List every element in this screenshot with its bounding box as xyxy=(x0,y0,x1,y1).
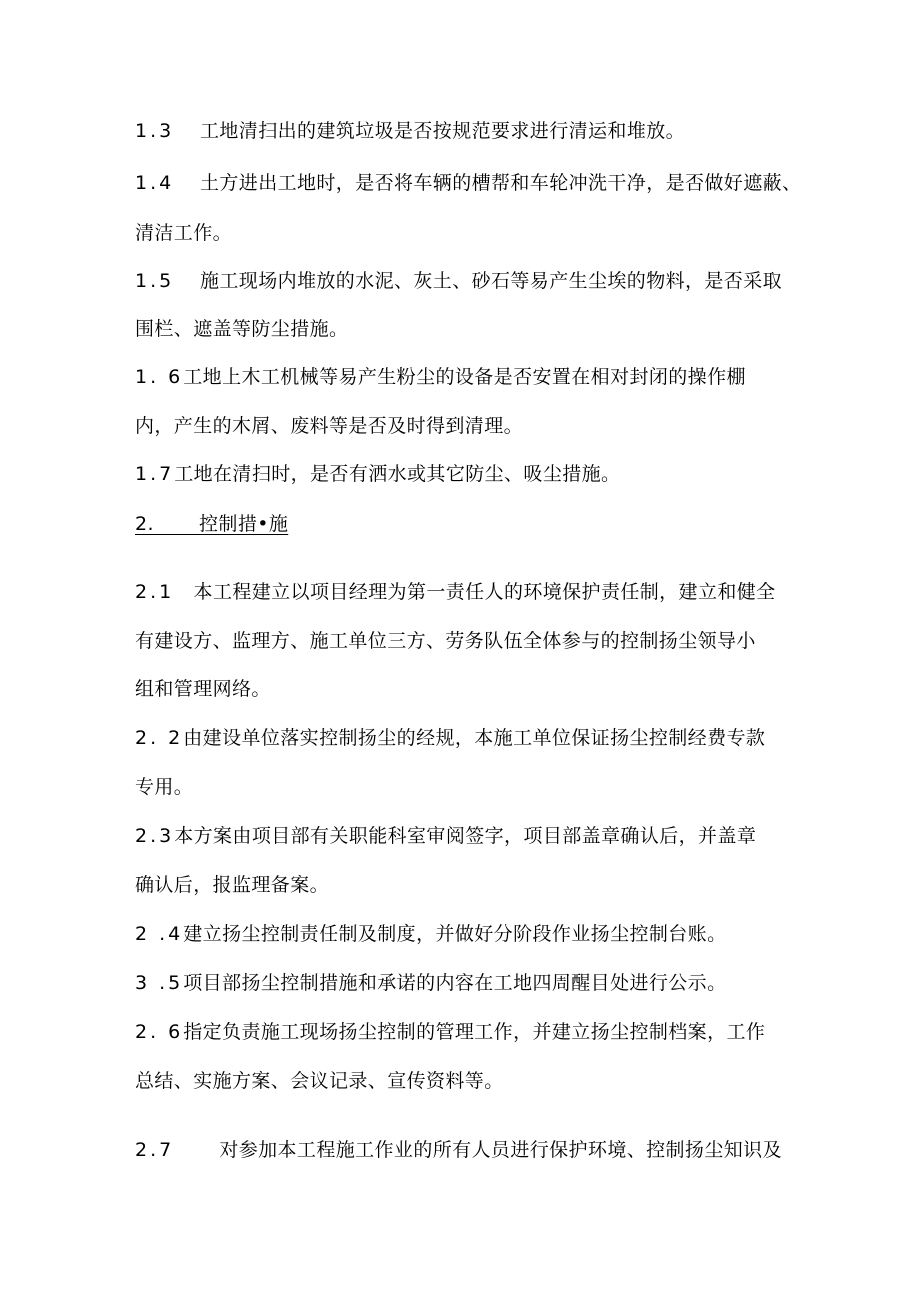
paragraph-text: 总结、实施方案、会议记录、宣传资料等。 xyxy=(135,1070,504,1092)
paragraph-1-6-cont xyxy=(135,410,795,442)
paragraph-1-4 xyxy=(135,167,802,199)
item-number: 2.3 xyxy=(135,825,175,847)
section-title: 控制措•施 xyxy=(199,513,289,535)
paragraph-text: 清洁工作。 xyxy=(135,222,233,244)
paragraph-2-4 xyxy=(135,918,795,950)
paragraph-2-3-cont xyxy=(135,869,795,901)
item-number: 2.7 xyxy=(135,1139,175,1161)
paragraph-2-1 xyxy=(135,576,795,608)
paragraph-text: 围栏、遮盖等防尘措施。 xyxy=(135,318,349,340)
paragraph-text: 土方进出工地时，是否将车辆的槽帮和车轮冲洗干净，是否做好遮蔽、 xyxy=(200,172,802,194)
paragraph-text: 项目部扬尘控制措施和承诺的内容在工地四周醒目处进行公示。 xyxy=(183,972,727,994)
paragraph-text: 建立扬尘控制责任制及制度，并做好分阶段作业扬尘控制台账。 xyxy=(183,923,727,945)
paragraph-text: 由建设单位落实控制扬尘的经规，本施工单位保证扬尘控制经费专款 xyxy=(183,727,766,749)
paragraph-text: 有建设方、监理方、施工单位三方、劳务队伍全体参与的控制扬尘领导小 xyxy=(135,630,756,652)
paragraph-2-1-cont2 xyxy=(135,673,795,705)
item-number: 1.3 xyxy=(135,120,175,142)
paragraph-text: 工地在清扫时，是否有洒水或其它防尘、吸尘措施。 xyxy=(174,463,621,485)
item-number: 1. 6 xyxy=(135,366,184,388)
paragraph-text: 施工现场内堆放的水泥、灰土、砂石等易产生尘埃的物料，是否采取 xyxy=(200,270,783,292)
paragraph-2-2-cont xyxy=(135,771,795,803)
item-number: 2.1 xyxy=(135,581,175,603)
paragraph-text: 本方案由项目部有关职能科室审阅签字，项目部盖章确认后，并盖章 xyxy=(174,825,757,847)
paragraph-2-7 xyxy=(135,1134,795,1166)
paragraph-text: 工地清扫出的建筑垃圾是否按规范要求进行清运和堆放。 xyxy=(200,120,686,142)
paragraph-text: 对参加本工程施工作业的所有人员进行保护环境、控制扬尘知识及 xyxy=(219,1139,782,1161)
paragraph-text: 专用。 xyxy=(135,776,194,798)
paragraph-1-4-cont xyxy=(135,217,795,249)
item-number: 2. 6 xyxy=(135,1021,184,1043)
paragraph-1-7 xyxy=(135,458,795,490)
paragraph-1-3 xyxy=(135,115,795,147)
paragraph-text: 本工程建立以项目经理为第一责任人的环境保护责任制，建立和健全 xyxy=(193,581,776,603)
item-number: 2 .4 xyxy=(135,923,184,945)
paragraph-text: 工地上木工机械等易产生粉尘的设备是否安置在相对封闭的操作棚 xyxy=(183,366,746,388)
paragraph-1-5 xyxy=(135,265,795,297)
paragraph-text: 指定负责施工现场扬尘控制的管理工作，并建立扬尘控制档案，工作 xyxy=(183,1021,766,1043)
paragraph-text: 内，产生的木屑、废料等是否及时得到清理。 xyxy=(135,415,524,437)
item-number: 1.7 xyxy=(135,463,175,485)
paragraph-text: 确认后，报监理备案。 xyxy=(135,874,330,896)
item-number: 3 .5 xyxy=(135,972,184,994)
paragraph-1-6 xyxy=(135,361,795,393)
section-2-heading xyxy=(135,508,795,540)
item-number: 1.4 xyxy=(135,172,175,194)
paragraph-2-1-cont xyxy=(135,625,795,657)
paragraph-3-5 xyxy=(135,967,795,999)
paragraph-1-5-cont xyxy=(135,313,795,345)
paragraph-2-6-cont xyxy=(135,1065,795,1097)
item-number: 2. 2 xyxy=(135,727,184,749)
item-number: 1.5 xyxy=(135,270,175,292)
paragraph-2-6 xyxy=(135,1016,795,1048)
paragraph-2-3 xyxy=(135,820,795,852)
section-number: 2. xyxy=(135,513,154,535)
paragraph-2-2 xyxy=(135,722,795,754)
paragraph-text: 组和管理网络。 xyxy=(135,678,271,700)
